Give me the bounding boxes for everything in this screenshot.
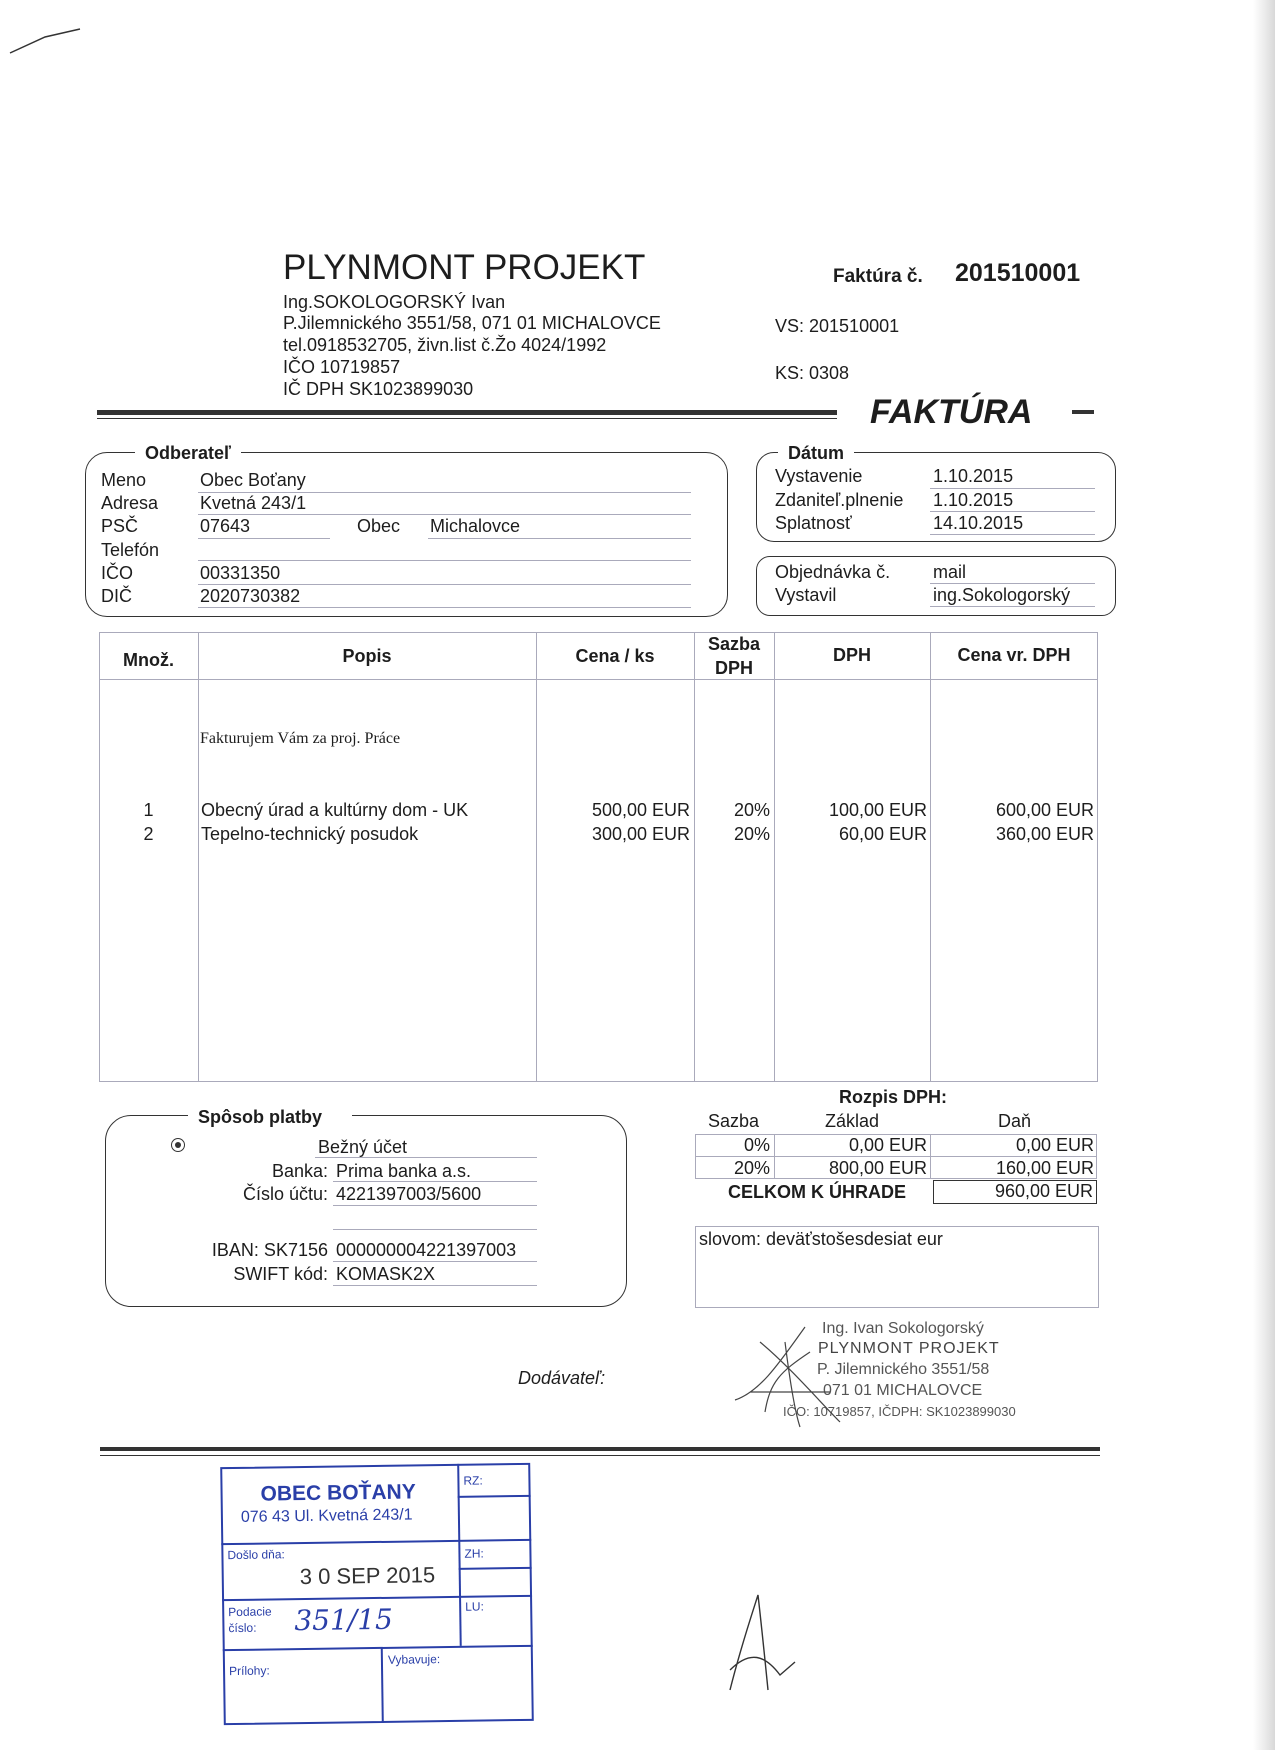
customer-label-ico: IČO xyxy=(101,563,134,583)
stamp-prilohy-label: Prílohy: xyxy=(228,1663,270,1679)
bank-label: Banka: xyxy=(271,1161,328,1181)
row-2-vat: 60,00 EUR xyxy=(838,824,927,844)
footer-rule xyxy=(100,1447,1100,1451)
customer-label-dic: DIČ xyxy=(101,586,132,606)
row-2-desc: Tepelno-technický posudok xyxy=(201,824,419,844)
swift-label: SWIFT kód: xyxy=(233,1264,328,1284)
col-rate-2: DPH xyxy=(714,658,753,678)
customer-label-phone: Telefón xyxy=(101,540,160,560)
customer-ico: 00331350 xyxy=(200,563,281,583)
row-2-rate: 20% xyxy=(733,824,770,844)
order-issuer: ing.Sokologorský xyxy=(933,585,1071,605)
stamp-zh: ZH: xyxy=(464,1546,484,1561)
customer-dic: 2020730382 xyxy=(200,586,301,606)
col-total: Cena vr. DPH xyxy=(957,645,1071,665)
stamp-received-date: 3 0 SEP 2015 xyxy=(299,1562,436,1590)
stamp-title: OBEC BOŤANY xyxy=(260,1480,416,1506)
customer-label-psc: PSČ xyxy=(101,516,139,536)
supplier-person: Ing.SOKOLOGORSKÝ Ivan xyxy=(283,292,506,312)
header-rule xyxy=(97,410,837,415)
payment-legend: Spôsob platby xyxy=(188,1107,352,1128)
iban: 000000004221397003 xyxy=(336,1240,517,1260)
signature-scribble xyxy=(730,1322,870,1437)
vat-row-1-rate: 0% xyxy=(743,1135,770,1155)
iban-label: IBAN: SK7156 xyxy=(211,1240,328,1260)
supplier-stamp-line-2: PLYNMONT PROJEKT xyxy=(818,1340,1000,1357)
invoice-number: 201510001 xyxy=(955,259,1081,287)
invoice-number-label: Faktúra č. xyxy=(833,266,923,287)
account-number: 4221397003/5600 xyxy=(336,1184,482,1204)
vat-head-tax: Daň xyxy=(998,1111,1032,1131)
date-taxable: 1.10.2015 xyxy=(933,490,1014,510)
customer-psc: 07643 xyxy=(200,516,251,536)
vat-row-1-base: 0,00 EUR xyxy=(848,1135,927,1155)
col-price: Cena / ks xyxy=(575,646,655,666)
vat-head-base: Základ xyxy=(825,1111,880,1131)
stamp-rz: RZ: xyxy=(463,1473,483,1488)
payment-radio[interactable] xyxy=(171,1138,185,1152)
row-1-vat: 100,00 EUR xyxy=(828,800,927,820)
row-1-total: 600,00 EUR xyxy=(995,800,1094,820)
scan-edge xyxy=(1253,0,1275,1750)
pen-mark xyxy=(5,25,85,65)
supplier-tel: tel.0918532705, živn.list č.Žo 4024/1992 xyxy=(283,335,607,355)
supplier-name: PLYNMONT PROJEKT xyxy=(283,248,646,287)
vat-row-2-tax: 160,00 EUR xyxy=(995,1158,1094,1178)
supplier-address: P.Jilemnického 3551/58, 071 01 MICHALOVCE xyxy=(283,313,661,333)
vat-row-2-base: 800,00 EUR xyxy=(828,1158,927,1178)
supplier-stamp-line-4: 071 01 MICHALOVCE xyxy=(823,1382,983,1399)
stamp-podacie-value: 351/15 xyxy=(294,1602,394,1638)
order-label-issuer: Vystavil xyxy=(775,585,837,605)
items-table xyxy=(99,632,1098,1082)
customer-name: Obec Boťany xyxy=(200,470,306,490)
customer-label-name: Meno xyxy=(101,470,147,490)
stamp-podacie-label-1: Podacie xyxy=(228,1604,272,1620)
total-amount: 960,00 EUR xyxy=(933,1180,1097,1204)
order-label-number: Objednávka č. xyxy=(775,562,891,582)
stamp-podacie-label-2: číslo: xyxy=(228,1620,257,1636)
handwritten-initial xyxy=(720,1590,800,1705)
dates-legend: Dátum xyxy=(778,443,854,464)
vat-row-2-rate: 20% xyxy=(733,1158,770,1178)
stamp-address: 076 43 Ul. Kvetná 243/1 xyxy=(240,1506,413,1526)
received-stamp xyxy=(220,1463,534,1725)
dodavatel-label: Dodávateľ: xyxy=(518,1368,606,1388)
customer-obec: Michalovce xyxy=(430,516,521,536)
swift: KOMASK2X xyxy=(336,1264,436,1284)
payment-type: Bežný účet xyxy=(318,1137,408,1157)
invoice-title: FAKTÚRA xyxy=(870,393,1033,431)
bank-name: Prima banka a.s. xyxy=(336,1161,472,1181)
date-label-due: Splatnosť xyxy=(775,513,852,533)
supplier-stamp-line-5: IČO: 10719857, IČDPH: SK1023899030 xyxy=(783,1404,1016,1419)
constant-symbol: KS: 0308 xyxy=(775,363,850,383)
supplier-icdph: IČ DPH SK1023899030 xyxy=(283,379,474,399)
items-note: Fakturujem Vám za proj. Práce xyxy=(200,730,401,747)
date-label-issued: Vystavenie xyxy=(775,466,863,486)
order-number: mail xyxy=(933,562,967,582)
date-due: 14.10.2015 xyxy=(933,513,1024,533)
account-label: Číslo účtu: xyxy=(242,1184,328,1204)
customer-legend: Odberateľ xyxy=(135,443,241,464)
stamp-vybavuje-label: Vybavuje: xyxy=(387,1652,441,1667)
date-issued: 1.10.2015 xyxy=(933,466,1014,486)
row-2-total: 360,00 EUR xyxy=(995,824,1094,844)
amount-in-words: slovom: deväťstošesdesiat eur xyxy=(699,1229,943,1249)
customer-label-address: Adresa xyxy=(101,493,159,513)
vat-head-rate: Sazba xyxy=(708,1111,760,1131)
col-rate-1: Sazba xyxy=(707,634,761,654)
date-label-taxable: Zdaniteľ.plnenie xyxy=(775,490,904,510)
row-1-rate: 20% xyxy=(733,800,770,820)
col-vat: DPH xyxy=(832,645,871,665)
customer-address: Kvetná 243/1 xyxy=(200,493,307,513)
row-1-desc: Obecný úrad a kultúrny dom - UK xyxy=(201,800,469,820)
supplier-stamp-line-3: P. Jilemnického 3551/58 xyxy=(817,1361,990,1378)
customer-box xyxy=(85,452,728,617)
customer-obec-label: Obec xyxy=(357,516,401,536)
row-1-qty: 1 xyxy=(143,800,154,820)
col-desc: Popis xyxy=(342,646,392,666)
stamp-received-label: Došlo dňa: xyxy=(227,1547,285,1563)
vat-row-1-tax: 0,00 EUR xyxy=(1015,1135,1094,1155)
row-1-price: 500,00 EUR xyxy=(591,800,690,820)
row-2-qty: 2 xyxy=(143,824,154,844)
variable-symbol: VS: 201510001 xyxy=(775,316,900,336)
stamp-lu: LU: xyxy=(465,1599,484,1614)
supplier-stamp-line-1: Ing. Ivan Sokologorský xyxy=(822,1320,984,1337)
row-2-price: 300,00 EUR xyxy=(591,824,690,844)
supplier-ico: IČO 10719857 xyxy=(283,357,401,377)
col-qty: Množ. xyxy=(123,650,174,670)
total-label: CELKOM K ÚHRADE xyxy=(728,1182,906,1202)
vat-summary-title: Rozpis DPH: xyxy=(839,1087,947,1107)
